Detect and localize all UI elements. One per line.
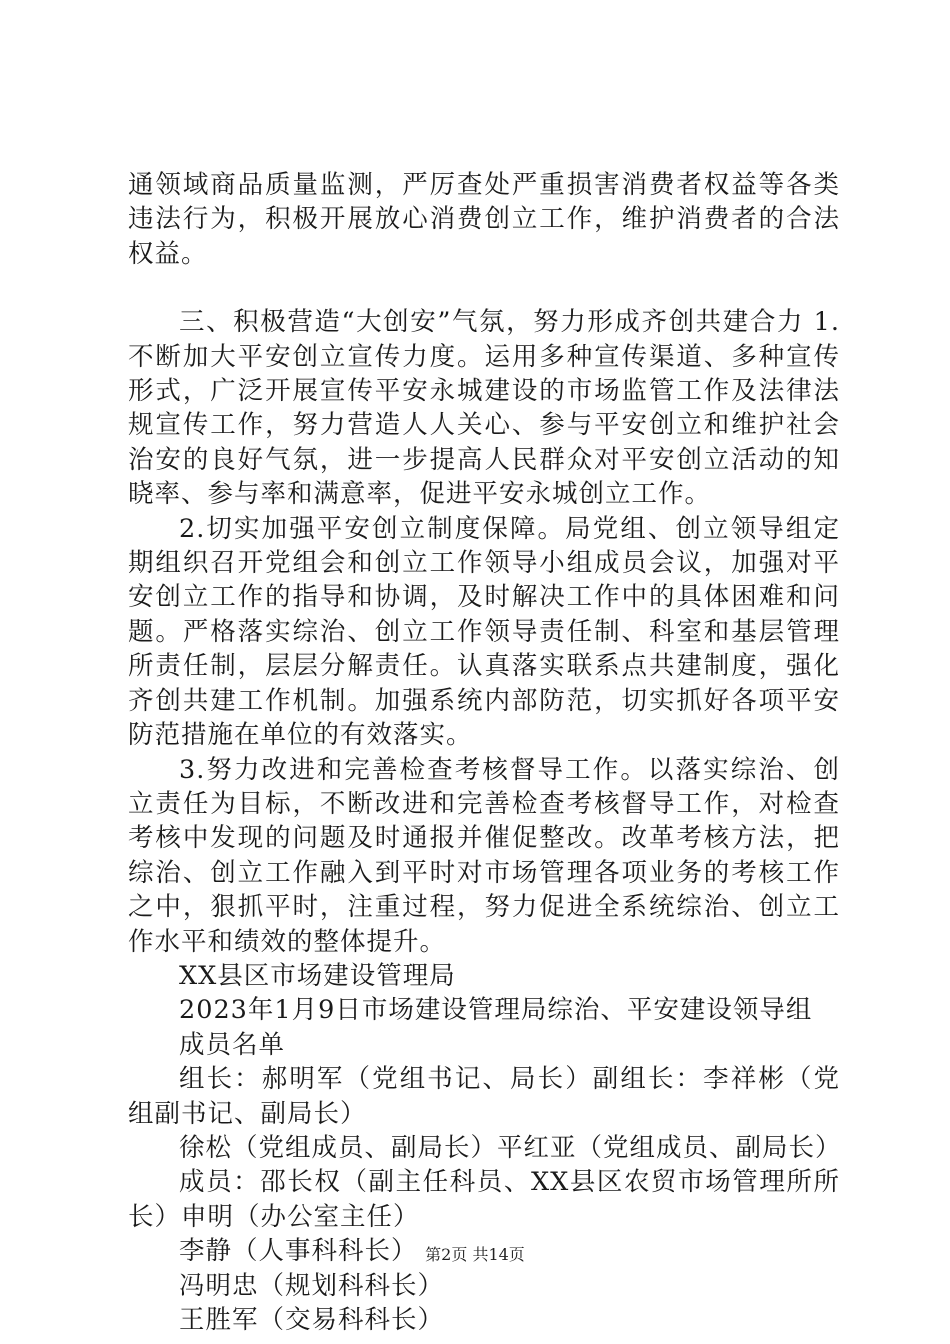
page-footer: 第2页 共14页 [425, 1245, 525, 1264]
date-and-heading: 2023年1月9日市场建设管理局综治、平安建设领导组 [179, 995, 813, 1026]
paragraph-item-two: 2.切实加强平安创立制度保障。局党组、创立领导组定期组织召开党组会和创立工作领导小组成员会议，加强对平安创立工作的指导和协调，及时解决工作中的具体困难和问题。严格落实综治、创立工作领导责任制、科室和基层管理所责任制，层层分解责任。认真落实联系点共建制度，强化齐创共建工作机制。加强系统内部防范，切实抓好各项平安防范措施在单位的有效落实。 [128, 513, 840, 751]
paragraph-consumer-rights: 通领域商品质量监测，严厉查处严重损害消费者权益等各类违法行为，积极开展放心消费创立工作，维护消费者的合法权益。 [128, 170, 840, 269]
paragraph-item-three: 3.努力改进和完善检查考核督导工作。以落实综治、创立责任为目标，不断改进和完善检查考核督导工作，对检查考核中发现的问题及时通报并催促整改。改革考核方法，把综治、创立工作融入到平时对市场管理各项业务的考核工作之中，狠抓平时，注重过程，努力促进全系统综治、创立工作水平和绩效的整体提升。 [128, 754, 840, 957]
member-list-title: 成员名单 [179, 1029, 286, 1060]
document-body [128, 168, 840, 1337]
paragraph-section-three: 三、积极营造“大创安”气氛，努力形成齐创共建合力 1.不断加大平安创立宣传力度。运用多种宣传渠道、多种宣传形式，广泛开展宣传平安永城建设的市场监管工作及法律法规宣传工作，努力营造人人关心、参与平安创立和维护社会治安的良好气氛，进一步提高人民群众对平安创立活动的知晓率、参与率和满意率，促进平安永城创立工作。 [128, 307, 840, 510]
member-li-jing: 李静（人事科科长） [179, 1236, 418, 1267]
deputy-members: 徐松（党组成员、副局长）平红亚（党组成员、副局长） [179, 1132, 842, 1163]
member-wang-shengjun: 王胜军（交易科科长） [179, 1305, 445, 1335]
issuer-name: XX县区市场建设管理局 [179, 960, 456, 991]
member-feng-mingzhong: 冯明忠（规划科科长） [179, 1270, 445, 1301]
members-line: 成员：邵长权（副主任科员、XX县区农贸市场管理所所长）申明（办公室主任） [128, 1167, 840, 1232]
group-leaders: 组长：郝明军（党组书记、局长）副组长：李祥彬（党组副书记、副局长） [128, 1064, 840, 1129]
